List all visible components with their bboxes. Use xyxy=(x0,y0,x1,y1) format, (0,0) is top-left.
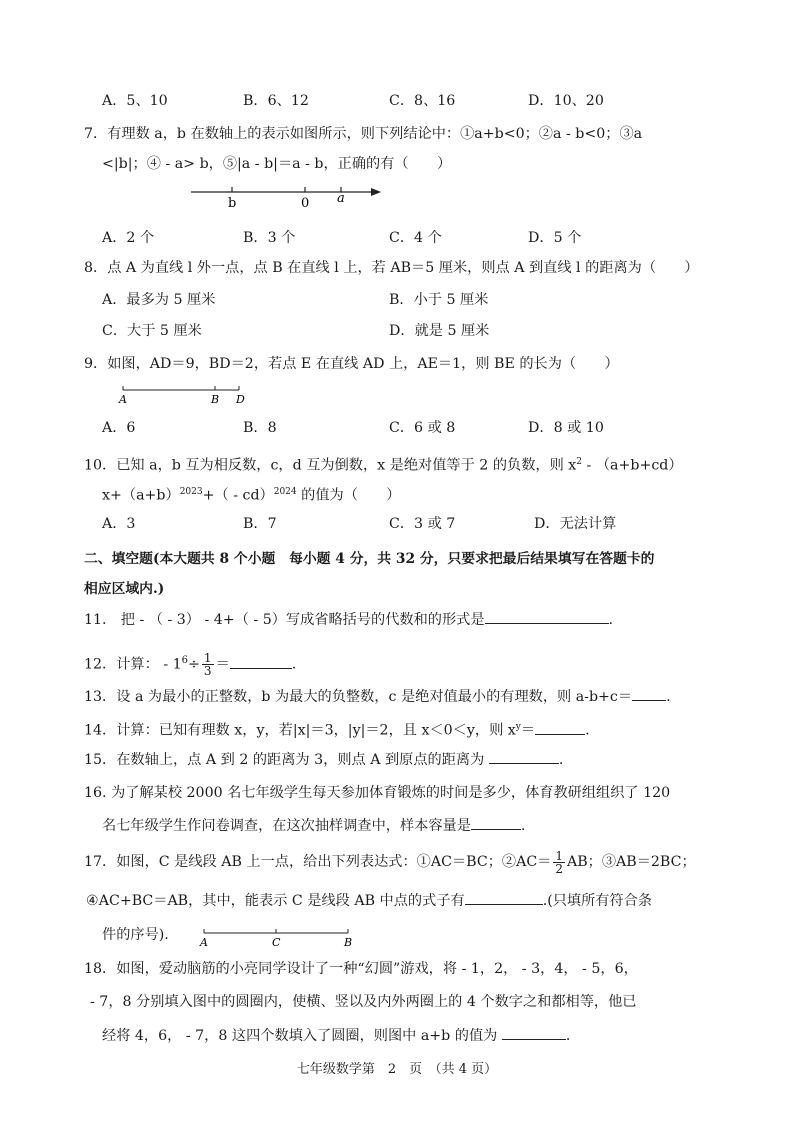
q10-line1-text: 10．已知 a，b 互为相反数，c，d 互为倒数，x 是绝对值等于 2 的负数，则 x xyxy=(84,457,577,474)
q10-exponent: 2 xyxy=(576,457,583,467)
q15-answer-blank[interactable] xyxy=(489,749,559,764)
q16-period: . xyxy=(520,818,526,834)
q8-option-a: A．最多为 5 厘米 xyxy=(102,292,216,308)
q18-line3 xyxy=(102,1025,570,1046)
q16-line2 xyxy=(102,815,525,836)
q6-option-d: D．10、20 xyxy=(528,93,604,109)
q12 xyxy=(84,648,297,679)
q8-option-b: B．小于 5 厘米 xyxy=(389,292,489,308)
q17-line2 xyxy=(86,890,652,911)
q12-equals: ＝ xyxy=(215,656,230,673)
q10-option-c: C．3 或 7 xyxy=(389,516,456,532)
q7-stem-line2: <|b|；④ - a> b，⑤|a - b|＝a - b，正确的有（ ） xyxy=(102,156,452,172)
q12-period: . xyxy=(291,656,297,673)
q16-answer-blank[interactable] xyxy=(471,815,521,830)
q16-line1: 16. 为了解某校 2000 名七年级学生每天参加体育锻炼的时间是多少，体育教研组组织了 120 xyxy=(84,785,671,801)
q6-option-c: C．8、16 xyxy=(389,93,456,109)
q11-text: 11. 把 - （ - 3） - 4+（ - 5）写成省略括号的代数和的形式是 xyxy=(84,612,485,628)
q10-stem-line1 xyxy=(84,452,683,476)
q7-axis-label-b: b xyxy=(228,196,237,210)
q17-denominator: 2 xyxy=(555,861,563,876)
q10-option-a: A．3 xyxy=(102,516,136,532)
q18-period: . xyxy=(565,1028,571,1044)
q18-line3-text: 经将 4，6， - 7，8 这四个数填入了圆圈，则图中 a+b 的值为 xyxy=(102,1028,502,1044)
q17-numerator: 1 xyxy=(555,848,563,863)
q14-period: . xyxy=(585,722,590,739)
q18-line1: 18．如图，爱动脑筋的小亮同学设计了一种“幻圆”游戏，将 - 1，2， - 3，4， - 5，6， xyxy=(84,961,638,977)
q12-base: - 1 xyxy=(158,656,182,673)
q11-answer-blank[interactable] xyxy=(485,609,609,624)
q10-stem-line2 xyxy=(102,482,400,506)
q14-text: 14．计算：已知有理数 x，y，若|x|＝3，|y|＝2，且 x＜0＜y，则 x xyxy=(84,722,516,739)
q17-line2-tail: .(只填所有符合条 xyxy=(542,893,653,909)
q12-numerator: 1 xyxy=(203,651,212,666)
q17-label-c: C xyxy=(272,936,281,949)
q10-line2-part2: +（ - cd） xyxy=(202,487,274,504)
q7-number-line xyxy=(185,180,385,210)
q15-text: 15．在数轴上，点 A 到 2 的距离为 3，则点 A 到原点的距离为 xyxy=(84,752,489,768)
q17-line1 xyxy=(84,848,696,876)
q17-line1-tail: AB；③AB＝2BC； xyxy=(567,854,696,870)
q7-axis-label-zero: 0 xyxy=(301,196,310,210)
q9-segment-figure xyxy=(115,382,255,406)
q12-fraction xyxy=(202,652,214,677)
q13-period: . xyxy=(666,689,671,705)
q7-stem-line1: 7．有理数 a，b 在数轴上的表示如图所示，则下列结论中：①a+b<0；②a - b<0；③a xyxy=(84,126,643,142)
q17-line2-text: ④AC+BC＝AB，其中，能表示 C 是线段 AB 中点的式子有 xyxy=(86,893,465,909)
q10-option-b: B．7 xyxy=(243,516,277,532)
q15-period: . xyxy=(558,752,564,768)
q12-prefix: 12．计算： xyxy=(84,656,159,673)
q9-option-b: B．8 xyxy=(243,420,277,436)
section2-heading-line1: 二、填空题(本大题共 8 个小题 每小题 4 分，共 32 分，只要求把最后结果填写在答题卡的 xyxy=(84,551,655,567)
q10-line1-tail: - （a+b+cd） xyxy=(582,457,683,474)
q17-line1-text: 17．如图，C 是线段 AB 上一点，给出下列表达式：①AC＝BC；②AC＝ xyxy=(84,854,552,870)
q12-exponent: 6 xyxy=(181,655,189,666)
q13 xyxy=(84,686,671,707)
q10-exponent-2023: 2023 xyxy=(179,487,203,497)
q12-divide: ÷ xyxy=(188,656,200,673)
q7-option-c: C．4 个 xyxy=(389,230,442,246)
q6-option-a: A．5、10 xyxy=(102,93,168,109)
q8-stem: 8．点 A 为直线 l 外一点，点 B 在直线 l 上，若 AB＝5 厘米，则点 A 到直线 l 的距离为（ ） xyxy=(84,260,699,276)
q9-label-b: B xyxy=(211,393,220,406)
q6-option-b: B．6、12 xyxy=(243,93,309,109)
q10-option-d: D．无法计算 xyxy=(534,516,617,532)
q14 xyxy=(84,717,590,741)
q7-axis-label-a: a xyxy=(337,191,345,206)
q9-option-a: A．6 xyxy=(102,420,136,436)
q13-answer-blank[interactable] xyxy=(632,686,666,701)
q9-option-c: C．6 或 8 xyxy=(389,420,456,436)
q9-label-a: A xyxy=(119,393,127,406)
q18-line2: - 7，8 分别填入图中的圆圈内，使横、竖以及内外两圈上的 4 个数字之和都相等，他已 xyxy=(90,994,637,1010)
q17-label-b: B xyxy=(344,936,353,949)
q9-option-d: D．8 或 10 xyxy=(528,420,604,436)
q14-answer-blank[interactable] xyxy=(535,720,585,735)
q17-line3: 件的序号). xyxy=(102,927,169,943)
q17-answer-blank[interactable] xyxy=(465,890,543,905)
q8-option-d: D．就是 5 厘米 xyxy=(389,323,490,339)
q15 xyxy=(84,749,563,770)
q18-answer-blank[interactable] xyxy=(502,1025,566,1040)
q14-exponent: y xyxy=(515,722,521,732)
q10-exponent-2024: 2024 xyxy=(273,487,297,497)
q7-option-d: D．5 个 xyxy=(528,230,582,246)
q17-fraction xyxy=(553,850,565,875)
section2-heading-line2: 相应区域内.) xyxy=(84,581,165,597)
q11 xyxy=(84,609,613,630)
q10-line2-part1: x+（a+b） xyxy=(102,487,180,504)
page-footer: 七年级数学第 2 页 （共 4 页） xyxy=(296,1062,498,1077)
q7-option-a: A．2 个 xyxy=(102,230,155,246)
q8-option-c: C．大于 5 厘米 xyxy=(102,323,202,339)
q17-label-a: A xyxy=(200,936,208,949)
q7-option-b: B．3 个 xyxy=(243,230,296,246)
q13-text: 13．设 a 为最小的正整数，b 为最大的负整数，c 是绝对值最小的有理数，则 a-b+c＝ xyxy=(84,689,633,705)
q17-segment-figure xyxy=(198,925,358,949)
q9-label-d: D xyxy=(236,393,245,406)
q11-period: . xyxy=(608,612,614,628)
q10-line2-part3: 的值为（ ） xyxy=(296,487,401,504)
q14-equals: ＝ xyxy=(520,722,536,739)
q9-stem: 9．如图，AD＝9，BD＝2，若点 E 在直线 AD 上，AE＝1，则 BE 的长为（ ） xyxy=(84,356,619,372)
q16-line2-text: 名七年级学生作问卷调查，在这次抽样调查中，样本容量是 xyxy=(102,818,471,834)
q12-denominator: 3 xyxy=(203,664,212,679)
q12-answer-blank[interactable] xyxy=(230,654,292,669)
